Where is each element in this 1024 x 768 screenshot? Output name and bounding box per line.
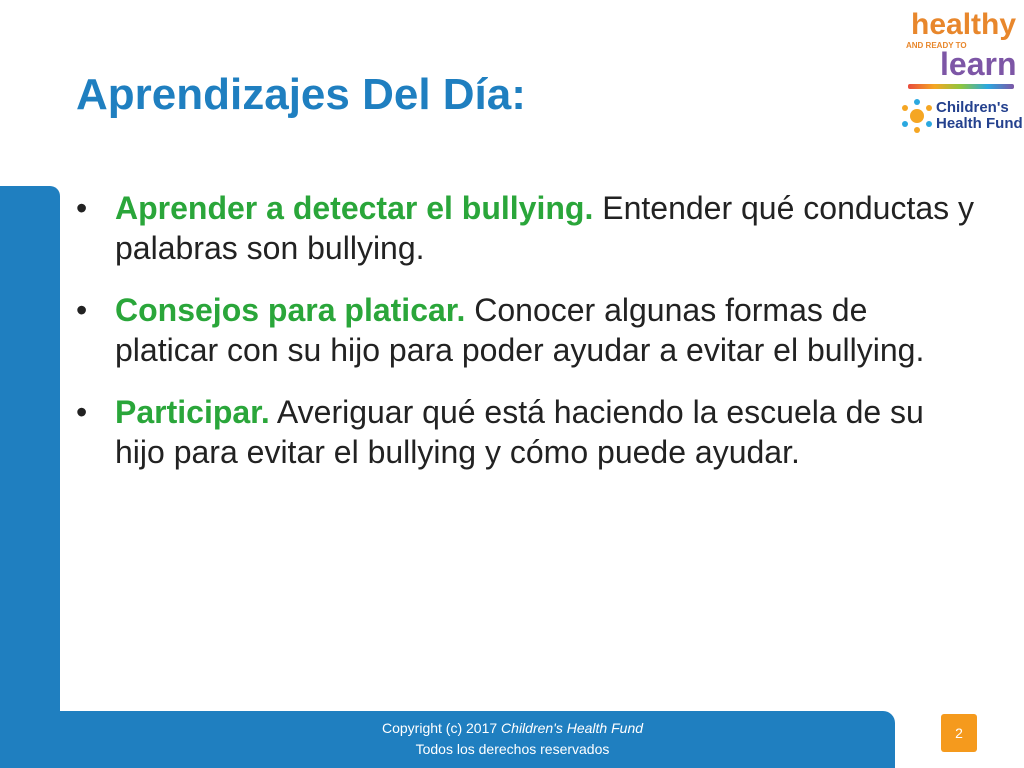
sun-figures-icon [900, 98, 934, 134]
logo-line-childrens: Children's [936, 99, 1009, 116]
footer-copyright [330, 718, 695, 760]
copyright-line [330, 718, 695, 739]
left-accent-bar [0, 186, 60, 768]
childrens-health-fund-logo [900, 96, 1023, 138]
rights-line: Todos los derechos reservados [415, 741, 610, 757]
bullet-item [76, 188, 976, 268]
bullet-item [76, 290, 976, 370]
logo-line-health-fund: Health Fund [936, 115, 1023, 132]
logo-word-ready: AND READY TO [906, 41, 967, 50]
logo-word-learn: learn [940, 46, 1017, 82]
bullet-text: Entender qué conductas y palabras son bullying. [115, 190, 975, 266]
logo-word-healthy: healthy [911, 8, 1017, 41]
healthy-ready-to-learn-logo [902, 8, 1016, 94]
bullet-lead: Consejos para platicar. [115, 292, 466, 328]
bullet-list [76, 188, 976, 494]
bullet-lead: Participar. [115, 394, 270, 430]
bullet-text: Conocer algunas formas de platicar con su hijo para poder ayudar a evitar el bullying. [115, 292, 925, 368]
copyright-prefix: Copyright (c) 2017 [381, 720, 502, 736]
copyright-org: Children's Health Fund [501, 720, 644, 736]
bullet-text: Averiguar qué está haciendo la escuela de su hijo para evitar el bullying y cómo puede ayudar. [115, 394, 924, 470]
pencil-icon [908, 84, 1014, 89]
bullet-lead: Aprender a detectar el bullying. [115, 190, 594, 226]
bullet-item [76, 392, 976, 472]
slide-title: Aprendizajes Del Día: [76, 70, 526, 119]
page-number-badge: 2 [941, 714, 977, 752]
